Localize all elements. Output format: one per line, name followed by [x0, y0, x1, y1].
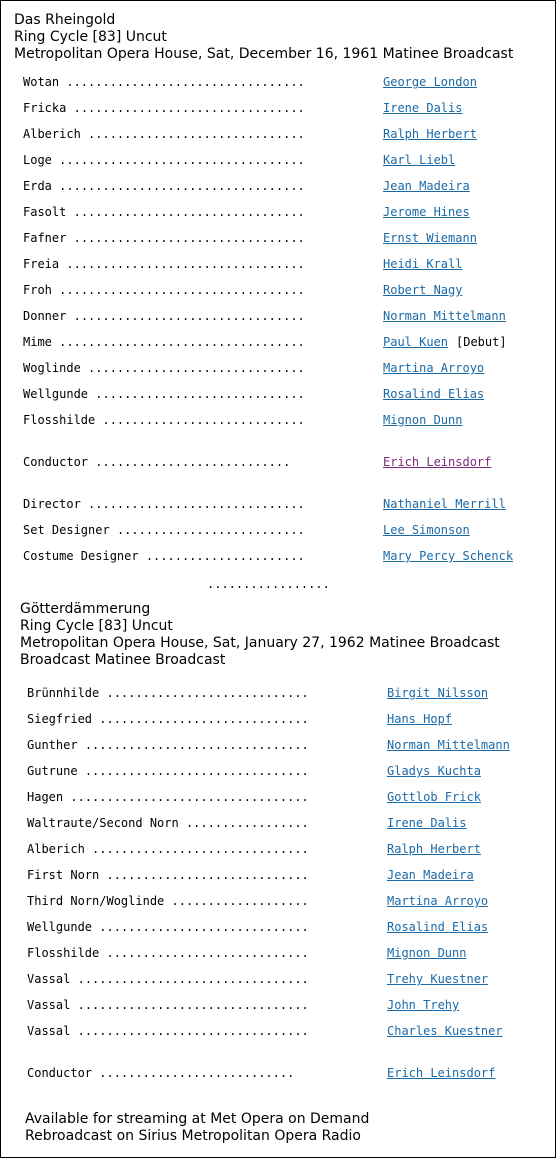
cast-row [27, 866, 474, 884]
performer-link[interactable]: Rosalind Elias [383, 387, 485, 401]
cast-row [23, 73, 477, 91]
role-label: Donner [23, 309, 67, 323]
cast-row [27, 944, 467, 962]
leader-dots: ............................... [84, 738, 309, 752]
performer-link[interactable]: Norman Mittelmann [387, 738, 510, 752]
conductor-link[interactable]: Erich Leinsdorf [387, 1066, 496, 1080]
role-label: Froh [23, 283, 52, 297]
performer-link[interactable]: Martina Arroyo [383, 361, 485, 375]
performer-link[interactable]: Jean Madeira [383, 179, 470, 193]
role-label: Flosshilde [27, 946, 100, 960]
cast-row [23, 359, 485, 377]
opera2-header [20, 601, 500, 669]
cast-row [23, 203, 470, 221]
cast-row [27, 840, 481, 858]
leader-dots: ................................. [70, 790, 309, 804]
cast-row [23, 125, 477, 143]
role-label: Wotan [23, 75, 60, 89]
leader-dots: ............................ [102, 413, 305, 427]
leader-dots: .................................. [59, 283, 305, 297]
cast-row [27, 736, 510, 754]
performer-link[interactable]: Irene Dalis [387, 816, 467, 830]
leader-dots: ................................ [77, 972, 309, 986]
leader-dots: ........................... [95, 455, 291, 469]
performer-link[interactable]: Rosalind Elias [387, 920, 489, 934]
cast-row [23, 307, 506, 325]
cast-row [27, 970, 489, 988]
leader-dots: ................. [185, 816, 309, 830]
cast-row [23, 385, 485, 403]
leader-dots: .............................. [88, 361, 305, 375]
cast-row [27, 1022, 503, 1040]
role-label: First Norn [27, 868, 100, 882]
performer-link[interactable]: Heidi Krall [383, 257, 463, 271]
cast-row [23, 495, 506, 513]
role-label: Alberich [23, 127, 81, 141]
section-separator: ................. [207, 577, 330, 591]
leader-dots: .................................. [59, 153, 305, 167]
leader-dots: ............................. [99, 920, 309, 934]
footer-rebroadcast: Rebroadcast on Sirius Metropolitan Opera Radio [25, 1128, 361, 1144]
performer-link[interactable]: Martina Arroyo [387, 894, 489, 908]
performer-link[interactable]: John Trehy [387, 998, 460, 1012]
cast-row [23, 229, 477, 247]
performer-link[interactable]: Jean Madeira [387, 868, 474, 882]
role-label: Wellgunde [23, 387, 89, 401]
cast-row [27, 892, 489, 910]
performer-link[interactable]: Charles Kuestner [387, 1024, 503, 1038]
performer-link[interactable]: Robert Nagy [383, 283, 463, 297]
role-label: Alberich [27, 842, 85, 856]
footer [25, 1111, 369, 1145]
cast-row [23, 547, 514, 565]
cast-row [23, 177, 470, 195]
leader-dots: ............................... [84, 764, 309, 778]
role-label: Hagen [27, 790, 64, 804]
cast-row [23, 255, 463, 273]
role-label: Set Designer [23, 523, 110, 537]
leader-dots: ............................ [106, 946, 309, 960]
role-label: Loge [23, 153, 52, 167]
debut-note: [Debut] [456, 335, 507, 349]
role-label: Erda [23, 179, 52, 193]
role-label: Vassal [27, 1024, 71, 1038]
opera2-venue-line2: Broadcast Matinee Broadcast [20, 652, 226, 668]
performer-link[interactable]: Gottlob Frick [387, 790, 481, 804]
cast-row [27, 814, 467, 832]
cast-row [23, 99, 463, 117]
role-label: Fricka [23, 101, 67, 115]
leader-dots: .................................. [59, 179, 305, 193]
performer-link[interactable]: Nathaniel Merrill [383, 497, 506, 511]
footer-streaming: Available for streaming at Met Opera on Demand [25, 1111, 370, 1127]
leader-dots: .......................... [116, 523, 305, 537]
leader-dots: .............................. [92, 842, 309, 856]
cast-row [23, 281, 463, 299]
leader-dots: .................................. [59, 335, 305, 349]
performer-link[interactable]: Hans Hopf [387, 712, 453, 726]
performer-link[interactable]: Ralph Herbert [383, 127, 477, 141]
role-label: Freia [23, 257, 60, 271]
opera2-title: Götterdämmerung [20, 601, 151, 617]
performer-link[interactable]: Gladys Kuchta [387, 764, 481, 778]
role-label: Brünnhilde [27, 686, 100, 700]
leader-dots: ................................ [73, 231, 305, 245]
role-label: Gutrune [27, 764, 78, 778]
performer-link[interactable]: Irene Dalis [383, 101, 463, 115]
performer-link[interactable]: Paul Kuen [383, 335, 449, 349]
leader-dots: ............................. [99, 712, 309, 726]
opera1-title: Das Rheingold [14, 12, 116, 28]
role-label: Fafner [23, 231, 67, 245]
cast-row [23, 333, 507, 351]
leader-dots: ............................. [95, 387, 305, 401]
conductor-link[interactable]: Erich Leinsdorf [383, 455, 492, 469]
performer-link[interactable]: Birgit Nilsson [387, 686, 489, 700]
cast-row [27, 918, 489, 936]
leader-dots: ................................ [77, 1024, 309, 1038]
role-label: Third Norn/Woglinde [27, 894, 165, 908]
leader-dots: ................................. [66, 257, 305, 271]
leader-dots: ................................ [77, 998, 309, 1012]
performer-link[interactable]: Lee Simonson [383, 523, 470, 537]
performer-link[interactable]: Mignon Dunn [383, 413, 463, 427]
cast-row [27, 996, 460, 1014]
cast-row [27, 788, 481, 806]
cast-row [27, 684, 489, 702]
opera1-subtitle: Ring Cycle [83] Uncut [14, 29, 167, 45]
role-label: Director [23, 497, 81, 511]
leader-dots: ................................ [73, 101, 305, 115]
role-label: Mime [23, 335, 52, 349]
role-label: Fasolt [23, 205, 67, 219]
role-label: Conductor [23, 455, 89, 469]
role-label: Gunther [27, 738, 78, 752]
cast-row [27, 710, 453, 728]
role-label: Conductor [27, 1066, 93, 1080]
role-label: Vassal [27, 972, 71, 986]
performer-link[interactable]: George London [383, 75, 477, 89]
cast-row [23, 521, 470, 539]
performer-link[interactable]: Mignon Dunn [387, 946, 467, 960]
leader-dots: ...................... [145, 549, 305, 563]
role-label: Siegfried [27, 712, 93, 726]
leader-dots: .............................. [88, 127, 305, 141]
performer-link[interactable]: Norman Mittelmann [383, 309, 506, 323]
leader-dots: .............................. [88, 497, 305, 511]
opera2-subtitle: Ring Cycle [83] Uncut [20, 618, 173, 634]
leader-dots: ............................ [106, 868, 309, 882]
role-label: Vassal [27, 998, 71, 1012]
opera1-venue: Metropolitan Opera House, Sat, December 16, 1961 Matinee Broadcast [14, 46, 514, 62]
opera2-venue: Metropolitan Opera House, Sat, January 27, 1962 Matinee Broadcast [20, 635, 500, 651]
performer-link[interactable]: Mary Percy Schenck [383, 549, 514, 563]
performer-link[interactable]: Jerome Hines [383, 205, 470, 219]
role-label: Flosshilde [23, 413, 96, 427]
leader-dots: ................................. [66, 75, 305, 89]
role-label: Waltraute/Second Norn [27, 816, 179, 830]
leader-dots: ................... [171, 894, 309, 908]
cast-row [23, 151, 456, 169]
opera1-header [14, 12, 513, 63]
performer-link[interactable]: Ernst Wiemann [383, 231, 477, 245]
performer-link[interactable]: Ralph Herbert [387, 842, 481, 856]
performer-link[interactable]: Karl Liebl [383, 153, 456, 167]
role-label: Wellgunde [27, 920, 93, 934]
role-label: Woglinde [23, 361, 81, 375]
leader-dots: ........................... [99, 1066, 295, 1080]
cast-row [23, 411, 463, 429]
performer-link[interactable]: Trehy Kuestner [387, 972, 489, 986]
cast-row [27, 762, 481, 780]
leader-dots: ................................ [73, 205, 305, 219]
leader-dots: ................................ [73, 309, 305, 323]
role-label: Costume Designer [23, 549, 139, 563]
conductor-row [23, 453, 492, 471]
leader-dots: ............................ [106, 686, 309, 700]
conductor-row [27, 1064, 496, 1082]
